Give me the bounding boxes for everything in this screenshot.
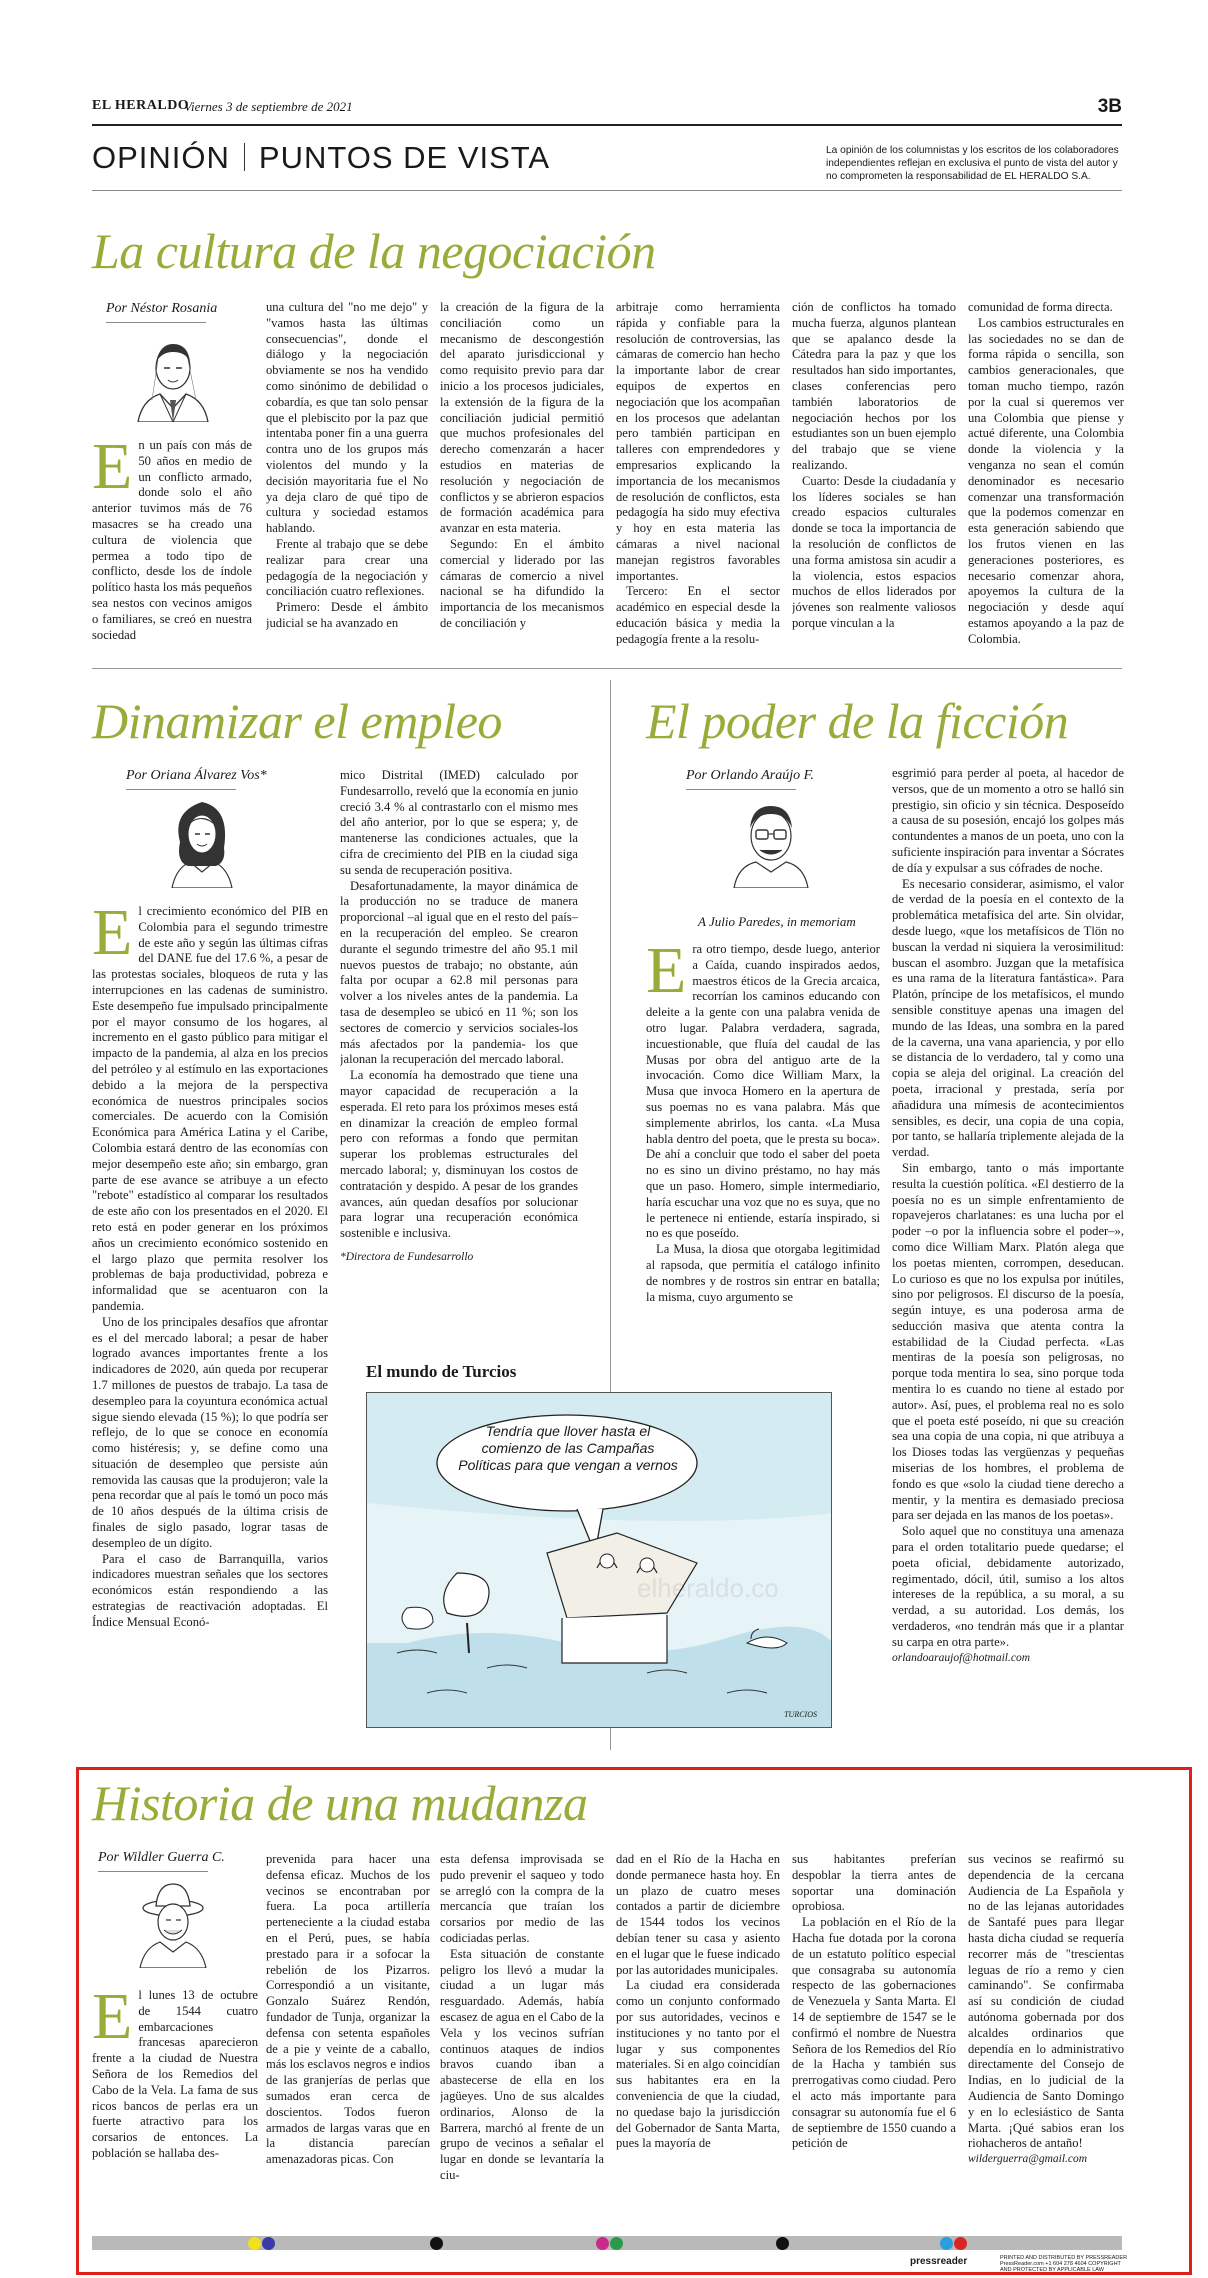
paragraph: Cuarto: Desde la ciudadanía y los líderes sociales se han creado espacios culturales donde se toca la importancia de la resolución de conflictos de una forma amistosa sin acudir a la violencia, estos espacios muchos de ellos liderados por jóvenes son realmente valiosos porque vinculan a la bbox=[792, 473, 956, 630]
section-rule bbox=[92, 190, 1122, 191]
author-portrait bbox=[130, 330, 216, 422]
paragraph: mico Distrital (IMED) calculado por Fundesarrollo, reveló que la economía en junio creció 3.4 % al contrastarlo con el mismo mes del año anterior, por lo que se espera; y, de mantenerse las condiciones actuales, que la cifra de crecimiento del PIB en la ciudad siga su senda de recuperación positiva. bbox=[340, 768, 578, 877]
article4-col-1 bbox=[92, 1988, 258, 2224]
section-separator bbox=[244, 143, 245, 171]
paragraph: ción de conflictos ha tomado mucha fuerza, algunos plantean que se apalanco desde la Cátedra para la paz y que los resultados han sido importantes, clases conferencias pero también laboratorios de negociación hechos por los estudiantes son un buen ejemplo del trabajo que se viene realizando. bbox=[792, 300, 956, 472]
article4-text: l lunes 13 de octubre de 1544 cuatro embarcaciones francesas aparecieron frente a la ciudad de Nuestra Señora de los Remedios del Cabo de la Vela. La fama de sus ricos bancos de perlas era un fuerte atractivo para los corsarios de entonces. La población se hallaba des- bbox=[92, 1988, 258, 2160]
author-portrait bbox=[132, 1876, 214, 1968]
article4-col-5 bbox=[792, 1852, 956, 2224]
author-email: wilderguerra@gmail.com bbox=[968, 2153, 1088, 2166]
page-number: 3B bbox=[1097, 96, 1122, 117]
article1-byline: Por Néstor Rosania bbox=[106, 301, 218, 316]
paragraph: Frente al trabajo que se debe realizar para crear una pedagogía de la negociación y conciliación cuatro reflexiones. bbox=[266, 536, 428, 599]
paragraph: Desafortunadamente, la mayor dinámica de la producción no se traduce de manera proporcional –al igual que en el resto del país– en la recuperación del empleo. Se crearon durante el segundo trimestre del año 95.1 mil nuevos puestos de trabajo; no obstante, aún falta por ocupar a 62.8 mil personas para volver a los niveles antes de la pandemia. La tasa de desempleo se ubicó en 11 %; son los sectores de comercio y servicios sociales-los más afectados por la pandemia- los que jalonan la recuperación del mercado laboral. bbox=[340, 878, 578, 1067]
registration-dot bbox=[430, 2237, 443, 2250]
dedication: A Julio Paredes, in memoriam bbox=[698, 914, 856, 929]
article1-text: n un país con más de 50 años en medio de un conflicto armado, donde solo el año anterior tuvimos más de 76 masacres se ha creado una cultura de violencia que permea a todo tipo de conflicto, desde los de índole político hasta los más pequeños sea nestos con vecinos amigos o familiares, se creó en nuestra sociedad bbox=[92, 438, 252, 642]
cartoon-signature: TURCIOS bbox=[784, 1710, 817, 1719]
registration-dot bbox=[610, 2237, 623, 2250]
paragraph: Segundo: En el ámbito comercial y liderado por las cámaras de comercio a nivel nacional se ha difundido la importancia de los mecanismos de conciliación y bbox=[440, 536, 604, 630]
registration-dot bbox=[248, 2237, 261, 2250]
cartoon bbox=[366, 1392, 832, 1728]
section-title bbox=[92, 140, 550, 176]
article2-title: Dinamizar el empleo bbox=[92, 693, 502, 749]
paragraph: dad en el Río de la Hacha en donde permanece hasta hoy. En un plazo de cuatro meses contados a partir de diciembre de 1544 todos los vecinos debían tener su casa y asiento en el lugar que le fuese indicado por las autoridades municipales. bbox=[616, 1852, 780, 1977]
author-portrait bbox=[162, 792, 242, 888]
dropcap: E bbox=[92, 1988, 133, 2053]
article2-text: l crecimiento económico del PIB en Colombia para el segundo trimestre de este año y según las últimas cifras del DANE fue del 17.6 %, a pesar de las protestas sociales, bloqueos de ruta y las interrupciones en las cadenas de suministro. Este desempeño fue impulsado principalmente por el mayor consumo de los hogares, al incremento en el gasto público para mitigar el impacto de la pandemia, al alza en los precios del petróleo y al estímulo en las exportaciones debido a la mejora de la perspectiva económica de nuestros principales socios comerciales. De acuerdo con la Comisión Económica para América Latina y el Caribe, Colombia estará dentro de las economías con mejor desempeño este año; sin embargo, gran parte de ese avance se atribuye a un efecto "rebote" estadístico al comparar los resultados de este año con los presentados en el 2020. El reto está en poder generar en los próximos años un crecimiento económico sostenido en el largo plazo que permita resolver los problemas de baja productividad, pobreza e informalidad que se acentuaron con la pandemia. Uno de los principales desafíos que afrontar es el del mercado laboral; a pesar de haber logrado avances importantes frente a los indicadores de 2020, aún queda por recuperar 1.7 millones de puestos de trabajo. La tasa de desempleo para la coyuntura económica actual sigue siendo elevada (15 %); lo que podría ser reflejo, de lo que se conoce en economía como histéresis; y, se define como una situación de desempleo que persiste aún removida las causas que la produjeron; vale la pena recordar que al país le tomó un poco más de 10 años después de la última crisis de finales de siglo pasado, lograr tasas de desempleo de un dígito. Para el caso de Barranquilla, varios indicadores muestran señales que los sectores económicos están respondiendo a las estrategias de reactivación adoptadas. El Índice Mensual Econó- bbox=[92, 904, 328, 1629]
masthead: EL HERALDO bbox=[92, 98, 190, 113]
article4-text bbox=[968, 1852, 1124, 2152]
article1-col-3 bbox=[440, 300, 604, 648]
paragraph: Para el caso de Barranquilla, varios indicadores muestran señales que los sectores económicos están respondiendo a las estrategias de reactivación adoptadas. El Índice Mensual Econó- bbox=[92, 1551, 328, 1629]
paragraph: esta defensa improvisada se pudo prevenir el saqueo y todo se arregló con la compra de la mercancía que traían los corsarios por medio de las codiciadas perlas. bbox=[440, 1852, 604, 1945]
article4-col-3 bbox=[440, 1852, 604, 2224]
cartoon-title: El mundo de Turcios bbox=[366, 1362, 517, 1381]
dropcap: E bbox=[92, 904, 133, 969]
paragraph: Los cambios estructurales en las sociedades no se dan de forma rápida o sencilla, son cambios generacionales, que toman mucho tiempo, razón por la cual si queremos ver una Colombia que piense y actué diferente, una Colombia donde la violencia y la venganza no sean el común denominador es necesario comenzar una transformación que la podemos comenzar en esta generación sabiendo que los frutos vienen en las generaciones posteriores, es necesario comenzar ahora, apoyemos la cultura de la negociación y desde aquí estamos apoyando a la paz de Colombia. bbox=[968, 315, 1124, 646]
paragraph: sus vecinos se reafirmó su dependencia de la cercana Audiencia de La Española y no de las lejanas autoridades de Santafé pues para llegar hasta dicha ciudad se requería recorrer más de "trescientas leguas de río a remo y cien caminando". Se confirmaba así su condición de ciudad autónoma gobernada por dos alcaldes ordinarios que dependía en lo administrativo directamente del Consejo de Indias, en lo judicial de la Audiencia de Santo Domingo y en lo eclesiástico de Santa Marta. ¡Qué sabios eran los riohacheros de antaño! bbox=[968, 1852, 1124, 2151]
article1-title: La cultura de la negociación bbox=[92, 223, 656, 279]
footnote: *Directora de Fundesarrollo bbox=[340, 1250, 474, 1263]
dateline: Viernes 3 de septiembre de 2021 bbox=[184, 99, 353, 114]
paragraph: la creación de la figura de la conciliación como un mecanismo de descongestión del aparato jurisdiccional y como requisito previo para dar inicio a los procesos judiciales, la extensión de la figura de la conciliación judicial permitió que muchos profesionales del derecho comenzarán a hacer estudios en materias de resolución y negociación de conflictos y se abrieron espacios de formación académica para avanzar en esta materia. bbox=[440, 300, 604, 536]
article3-text bbox=[892, 766, 1124, 1651]
paragraph: comunidad de forma directa. bbox=[968, 300, 1113, 314]
paragraph: Uno de los principales desafíos que afrontar es el del mercado laboral; a pesar de haber logrado avances importantes frente a los indicadores de 2020, aún queda por recuperar 1.7 millones de puestos de trabajo. La tasa de desempleo para la coyuntura económica actual sigue siendo elevada (15 %); lo que podría ser reflejo, de lo que se conoce en economía como histéresis; y, se define como una situación de desempleo que persiste aún removida las causas que la produjeron; vale la pena recordar que al país le tomó un poco más de 10 años después de la última crisis de finales de siglo pasado, lograr tasas de desempleo de un dígito. bbox=[92, 1314, 328, 1550]
article1-col-2 bbox=[266, 300, 428, 648]
article2-text bbox=[340, 768, 578, 1242]
paragraph: La Musa, la diosa que otorgaba legitimidad al rapsoda, que permitía el catálogo infinito de nombres y de rostros sin entrar en batalla; la misma, cuyo argumento se bbox=[646, 1242, 880, 1304]
paragraph: Primero: Desde el ámbito judicial se ha avanzado en bbox=[266, 600, 428, 630]
article2-col-1 bbox=[92, 904, 328, 1730]
article3-title: El poder de la ficción bbox=[646, 693, 1069, 749]
article4-byline: Por Wildler Guerra C. bbox=[98, 1850, 225, 1865]
pressreader-logo: pressreader bbox=[910, 2256, 968, 2267]
article4-title: Historia de una mudanza bbox=[92, 1775, 588, 1831]
paragraph: sus habitantes preferían despoblar la tierra antes de soportar una dominación oprobiosa. bbox=[792, 1852, 956, 1914]
article3-byline: Por Orlando Araújo F. bbox=[686, 768, 814, 783]
watermark: elheraldo.co bbox=[637, 1573, 779, 1603]
pressreader-notice: PRINTED AND DISTRIBUTED BY PRESSREADER PressReader.com +1 604 278 4604 COPYRIGHT AND PROTECTED BY APPLICABLE LAW bbox=[1000, 2255, 1128, 2273]
speech-bubble-text: Tendría que llover hasta el comienzo de las Campañas Políticas para que vengan a vernos bbox=[458, 1423, 678, 1473]
article4-col-2 bbox=[266, 1852, 430, 2224]
article4-col-6 bbox=[968, 1852, 1124, 2224]
article1-col-1 bbox=[92, 438, 252, 648]
page-header bbox=[92, 98, 1122, 120]
author-portrait bbox=[726, 792, 816, 888]
article4-col-4 bbox=[616, 1852, 780, 2224]
section-name-right: PUNTOS DE VISTA bbox=[258, 140, 551, 175]
paragraph: Es necesario considerar, asimismo, el valor de verdad de la poesía en el contexto de la problemática metafísica del arte. Sin olvidar, desde luego, «que los metafísicos de Tlön no buscan la verdad ni siquiera la verosimilitud: buscan el asombro. Juzgan que la metafísica es una rama de la literatura fantástica». Para Platón, príncipe de los metafísicos, el mundo sensible constituye apenas una imagen del mundo de las Ideas, una sombra en la pared de la caverna, una vana apariencia, y por ello se distancia de lo verdadero, tal y como una copia se aleja del original. La creación del poeta, irracional y prestada, sería por añadidura una mímesis de acontecimientos sensibles, es decir, una copia de una copia, por tanto, se hallaría triplemente alejada de la verdad. bbox=[892, 876, 1124, 1160]
byline-rule bbox=[686, 789, 796, 790]
article-divider bbox=[92, 668, 1122, 669]
section-name-left: OPINIÓN bbox=[92, 140, 230, 175]
paragraph: La población en el Río de la Hacha fue dotada por la corona de un estatuto político especial que consagraba su autonomía respecto de las gobernaciones de Venezuela y Santa Marta. El 14 de septiembre de 1547 se le confirmó el nombre de Nuestra Señora de los Remedios del Río de la Hacha y también sus prerrogativas como ciudad. Pero el acto más importante para consagrar su autonomía fue el 6 de septiembre de 1550 cuando a petición de bbox=[792, 1915, 956, 2151]
registration-dot bbox=[954, 2237, 967, 2250]
paragraph: La economía ha demostrado que tiene una mayor capacidad de recuperación a la esperada. El reto para los próximos meses está en dinamizar la creación de empleo formal pero con reformas a fondo que permitan superar los problemas estructurales del mercado laboral; y, disminuyan los costos de contratación y despido. A pesar de los grandes avances, aún quedan desafíos por solucionar para lograr una recuperación económica sostenible e inclusiva. bbox=[340, 1068, 578, 1241]
article1-col-4 bbox=[616, 300, 780, 648]
paragraph: Esta situación de constante peligro los llevó a mudar la ciudad a un lugar más resguardado. Además, había escasez de agua en el Cabo de la Vela y los vecinos sufrían continuos ataques de indios bravos cuando iban a abastecerse de ella en los jagüeyes. Uno de sus alcaldes ordinarios, Alonso de la Barrera, marchó al frente de un grupo de vecinos a señalar el lugar en donde se levantaría la ciu- bbox=[440, 1946, 604, 2182]
article3-col-2 bbox=[892, 766, 1124, 1736]
registration-dot bbox=[940, 2237, 953, 2250]
byline-rule bbox=[106, 322, 206, 323]
paragraph: prevenida para hacer una defensa eficaz. Muchos de los vecinos se encontraban por fuera. La poca artillería perteneciente a la ciudad estaba en el Perú, pues, se había prestado para ir a sofocar la rebelión de los Pizarros. Correspondió a un visitante, Gonzalo Suárez Rendón, fundador de Tunja, organizar la defensa con setenta españoles de a pie y veinte de a caballo, más los esclavos negros e indios de las granjerías de perlas que sumados eran cerca de doscientos. Todos fueron armados de largas varas que en la distancia parecían amenazadoras picas. Con bbox=[266, 1852, 430, 2167]
paragraph: esgrimió para perder al poeta, al hacedor de versos, que de un momento a otro se halló sin prestigio, sin oficio y sin técnica. Desposeído a causa de su posesión, encajó los golpes más contundentes a manos de un poeta, uno con la suficiente inspiración para inventar a Sócrates de día y expulsar a sus cófrades de noche. bbox=[892, 766, 1124, 875]
author-email: orlandoaraujof@hotmail.com bbox=[892, 1651, 1031, 1664]
paragraph: Sin embargo, tanto o más importante resulta la cuestión política. «El destierro de la poesía no es un simple enfrentamiento de ropavejeros charlatanes: es una lucha por el poder –o por la influencia sobre el poder–», como dice William Marx. Platón alega que los poetas mienten, corrompen, deseducan. Lo curioso es que no los expulsa por inútiles, sino por peligrosos. El discurso de la poesía, según intuye, es una poderosa arma de seducción masiva que atenta contra la estabilidad de la Ciudad perfecta. «Las mentiras de la poesía son peligrosas, no porque toda mentira lo sea, sino porque toda mentira lo es cuando no tiene al estado por autor». Así, pues, el problema real no es solo que el poeta esté poseído, ni que su creación sea una copia de una copia, ni que atribuya a los Dioses todas las vergüenzas y pequeñas miserias de los hombres, el problema de fondo es que «solo la ciudad tiene derecho a mentir, y la mentira es demasiado preciosa para ser dejada en las manos de los poetas». bbox=[892, 1160, 1124, 1523]
article1-col-5 bbox=[792, 300, 956, 648]
paragraph: La ciudad era considerada como un conjunto conformado por sus autoridades, vecinos e instituciones y no tanto por el lugar y sus componentes materiales. Si en algo coincidían sus habitantes era en la conveniencia de que la ciudad, no quedase bajo la jurisdicción del Gobernador de Santa Marta, pues la mayoría de bbox=[616, 1978, 780, 2151]
header-rule bbox=[92, 124, 1122, 126]
paragraph: Tercero: En el sector académico en especial desde la educación básica y media la pedagogía frente a la resolu- bbox=[616, 584, 780, 646]
dropcap: E bbox=[646, 942, 687, 1007]
article1-col-6 bbox=[968, 300, 1124, 648]
paragraph: arbitraje como herramienta rápida y confiable para la resolución de controversias, las cámaras de comercio han hecho la importante labor de crear equipos de expertos en negociación que los acompañan en los procesos que adelantan pero también participan en talleres con emprendedores y empresarios explicando la importancia de los mecanismos de resolución de conflictos, esta pedagogía ha sido muy efectiva y hoy en esta materia las cámaras a nivel nacional manejan registros favorables importantes. bbox=[616, 300, 780, 583]
byline-rule bbox=[126, 789, 236, 790]
paragraph: Solo aquel que no constituya una amenaza para el orden totalitario puede quedarse; el poeta oficial, debidamente autorizado, regimentado, dócil, útil, sumiso a los altos intereses de la república, a su moral, a su verdad, a su autoridad. Los demás, los verdaderos, «no tendrán más que ir a plantar su carpa en otra parte». bbox=[892, 1524, 1124, 1649]
dropcap: E bbox=[92, 438, 133, 503]
article3-col-1 bbox=[646, 942, 880, 1362]
registration-dot bbox=[776, 2237, 789, 2250]
disclaimer: La opinión de los columnistas y los escritos de los colaboradores independientes reflejan en exclusiva el punto de vista del autor y no comprometen la responsabilidad de EL HERALDO S.A. bbox=[826, 145, 1119, 182]
article2-col-2 bbox=[340, 768, 578, 1338]
paragraph: una cultura del "no me dejo" y "vamos hasta las últimas consecuencias", donde el diálogo y la negociación obviamente se nos ha vendido como sinónimo de debilidad o cobardía, es que tan solo pensar que el plebiscito por la paz que intentaba poner fin a una guerra contra uno de los grupos más violentos del mundo y la decisión mayoritaria fue el No ya deja claro de qué tipo de cultura y sociedad estamos hablando. bbox=[266, 300, 428, 536]
article3-text: ra otro tiempo, desde luego, anterior a Caída, cuando inspirados aedos, maestros éticos de la Grecia arcaica, recorrían los caminos educando con deleite a la gente con una palabra venida de otro lugar. Palabra verdadera, sagrada, incuestionable, que fluía del caudal de las Musas por obra del antiguo arte de la invocación. Como dice William Marx, la Musa que invoca Homero en la apertura de sus poemas no es vana palabra. Más que simplemente abrirlos, los canta. «La Musa habla dentro del poeta, que le presta su boca». De ahí a concluir que todo el saber del poeta no es sino un divino préstamo, no hay más que un paso. Homero, simple intermediario, haría escuchar una voz que no es suya, que no le pertenece ni entiende, estaría inspirado, si no es que poseído. La Musa, la diosa que otorgaba legitimidad al rapsoda, que permitía el catálogo infinito de nombres y de rostros sin entrar en batalla; la misma, cuyo argumento se bbox=[646, 942, 880, 1304]
registration-dot bbox=[596, 2237, 609, 2250]
byline-rule bbox=[98, 1871, 208, 1872]
registration-dot bbox=[262, 2237, 275, 2250]
article2-byline: Por Oriana Álvarez Vos* bbox=[126, 768, 267, 783]
